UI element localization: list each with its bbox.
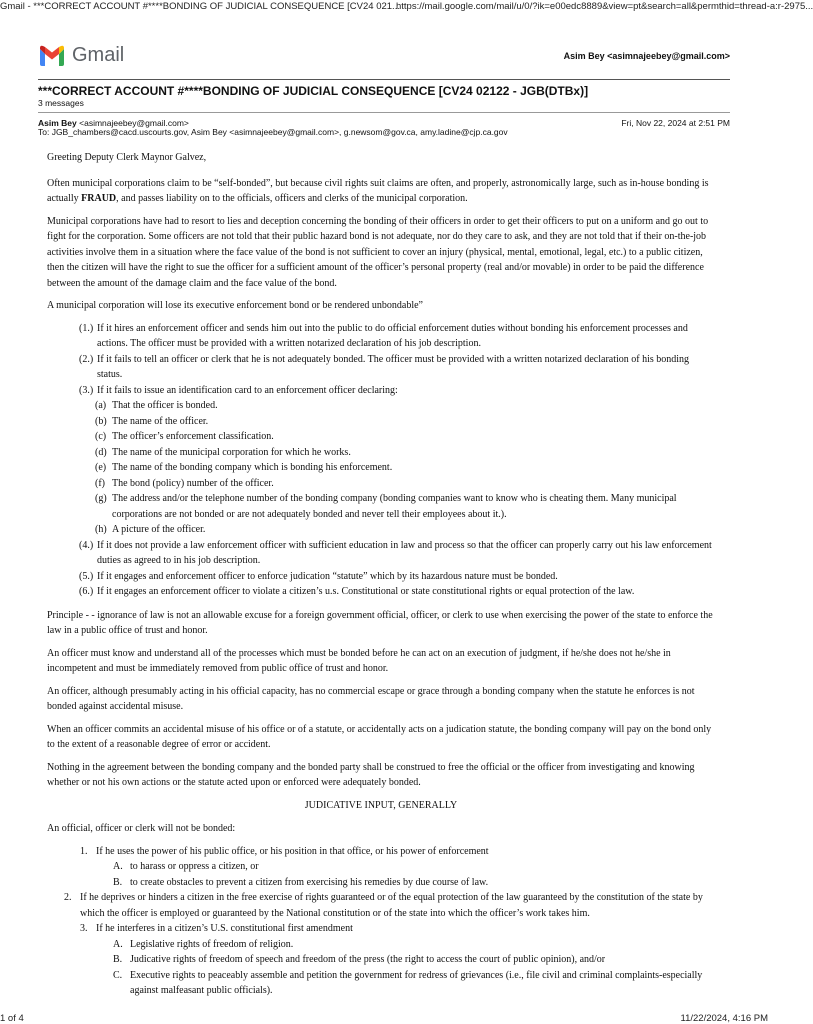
list-item: (c) The officer’s enforcement classification.: [95, 431, 274, 442]
list-item: 1. If he uses the power of his public office, or his position in that office, or his power of enforcement: [80, 845, 489, 857]
list-item: (e) The name of the bonding company which is bonding his enforcement.: [95, 462, 393, 473]
paragraph: An official, officer or clerk will not be bonded:: [47, 823, 236, 834]
message-count: 3 messages: [38, 98, 84, 108]
list-item: 2. If he deprives or hinders a citizen in the free exercise of rights guaranteed or of the equal protection of the law guaranteed by the constitution of the state by which the officer is employed or guaranteed by the National constitution or of the state into which the officer’s work takes him.: [64, 892, 703, 919]
list-item: B. to create obstacles to prevent a citizen from exercising his remedies by due course of law.: [113, 876, 489, 888]
list-item: A. Legislative rights of freedom of religion.: [113, 938, 294, 950]
paragraph: An officer must know and understand all of the processes which must be bonded before he can act on an execution of judgment, if he/she does not he/she in incompetent and must be immediately removed from public office of trust and honor.: [47, 647, 671, 674]
list-item: (5.) If it engages and enforcement officer to enforce judication “statute” which by its hazardous nature must be bonded.: [79, 570, 558, 582]
list-item: (2.) If it fails to tell an officer or clerk that he is not adequately bonded. The officer must be provided with a written notarized declaration of his bonding status.: [79, 353, 690, 380]
paragraph: Municipal corporations have had to resort to lies and deception concerning the bonding of their officers in order to get their officers to put on a uniform and go out to fight for the corporation. Some officers are not told that their public hazard bond is not adequate, nor do they care to ask, and they are not told that if their on-the-job activities involve them in a situation where the face value of the bond is not sufficient to cover an injury (physical, mental, emotional, legal, etc.) to a public citizen, then the citizen will have the right to sue the officer for a sufficient amount of the officer’s personal property (real and/or movable) in order to be paid the difference between the amount of the damage claim and the face value of the bond.: [47, 215, 709, 289]
paragraph: When an officer commits an accidental misuse of his office or of a statute, or accidentally acts on a judication statute, the bonding company will pay on the bond only to the extent of a reasonable degree of error or accident.: [47, 723, 712, 750]
message-date: Fri, Nov 22, 2024 at 2:51 PM: [621, 118, 730, 128]
list-item: (4.) If it does not provide a law enforcement officer with sufficient education in law and process so that the officer can properly carry out his law enforcement duties as agreed to in his job description.: [79, 539, 712, 566]
section-heading: JUDICATIVE INPUT, GENERALLY: [304, 799, 458, 811]
list-item: (3.) If it fails to issue an identification card to an enforcement officer declaring:: [79, 384, 398, 396]
paragraph: A municipal corporation will lose its executive enforcement bond or be rendered unbondable”: [47, 300, 423, 311]
print-header-title: Gmail - ***CORRECT ACCOUNT #****BONDING OF JUDICIAL CONSEQUENCE [CV24 021...: [0, 1, 400, 12]
gmail-m-icon: [38, 45, 66, 66]
bonding-conditions-list: [47, 321, 715, 600]
list-item: (g) The address and/or the telephone number of the bonding company (bonding companies want to know who is cheating them. Many municipal corporations are not bonded or are not adequately bonded and never tell their employees about it.).: [95, 493, 677, 520]
paragraph: An officer, although presumably acting in his official capacity, has no commercial escape or grace through a bonding company when the statute he enforces is not bonded against accidental misuse.: [47, 685, 695, 712]
list-item: B. Judicative rights of freedom of speech and freedom of the press (the right to access the court of public opinion), and/or: [113, 954, 606, 965]
gmail-wordmark: Gmail: [72, 44, 125, 66]
thread-subject: ***CORRECT ACCOUNT #****BONDING OF JUDICIAL CONSEQUENCE [CV24 02122 - JGB(DTBx)]: [38, 84, 589, 98]
sender-email: <asimnajeebey@gmail.com>: [79, 118, 189, 128]
divider: [38, 79, 730, 80]
list-item: (a) That the officer is bonded.: [95, 400, 218, 411]
message-body: [47, 150, 715, 999]
gmail-logo[interactable]: [38, 44, 124, 67]
list-item: (h) A picture of the officer.: [95, 524, 206, 535]
paragraph: Often municipal corporations claim to be “self-bonded”, but because civil rights suit claims are often, and properly, astronomically large, such as in-house bonding is actually FRAUD, and passes liability on to the officials, officers and clerks of the municipal corporation.: [47, 177, 709, 204]
sub-list: [80, 937, 715, 999]
list-item: (b) The name of the officer.: [95, 415, 209, 427]
list-item: (d) The name of the municipal corporation for which he works.: [95, 446, 351, 458]
page-number: 1 of 4: [0, 1013, 24, 1024]
emphasis: FRAUD: [81, 193, 117, 204]
paragraph: Nothing in the agreement between the bonding company and the bonded party shall be construed to free the official or the officer from investigating and knowing whether or not his own actions or the statute acted upon or enforced were adequately bonded.: [47, 761, 695, 788]
print-header-url[interactable]: https://mail.google.com/mail/u/0/?ik=e00edc8889&view=pt&search=all&permthid=thread-a:r-2975...: [396, 1, 813, 12]
id-card-requirements: [79, 398, 715, 538]
divider: [38, 112, 730, 113]
greeting: Greeting Deputy Clerk Maynor Galvez,: [47, 152, 207, 163]
list-item: (f) The bond (policy) number of the officer.: [95, 477, 274, 489]
list-item: (1.) If it hires an enforcement officer and sends him out into the public to do official enforcement duties without bonding his enforcement processes and actions. The officer must be provided with a written notarized declaration of his job description.: [79, 322, 688, 349]
print-timestamp: 11/22/2024, 4:16 PM: [680, 1013, 768, 1024]
list-item: (6.) If it engages an enforcement officer to violate a citizen’s u.s. Constitutional or state constitutional rights or equal protection of the law.: [79, 586, 635, 597]
list-item: 3. If he interferes in a citizen’s U.S. constitutional first amendment: [80, 923, 353, 934]
sub-list: [80, 859, 715, 890]
list-item: A. to harass or oppress a citizen, or: [113, 861, 259, 872]
recipients: To: JGB_chambers@cacd.uscourts.gov, Asim Bey <asimnajeebey@gmail.com>, g.newsom@gov.ca, amy.ladine@cjp.ca.gov: [38, 127, 508, 137]
account-label: Asim Bey <asimnajeebey@gmail.com>: [563, 51, 730, 61]
sender-name: Asim Bey: [38, 118, 77, 128]
paragraph: Principle - - ignorance of law is not an allowable excuse for a foreign government official, officer, or clerk to use when exercising the power of the state to enforce the law in a public office of trust and honor.: [47, 609, 713, 636]
not-bonded-list: [47, 844, 715, 999]
list-item: C. Executive rights to peaceably assemble and petition the government for redress of grievances (i.e., file civil and criminal complaints-especially against malfeasant public officials).: [113, 969, 703, 996]
print-header: [0, 0, 813, 14]
